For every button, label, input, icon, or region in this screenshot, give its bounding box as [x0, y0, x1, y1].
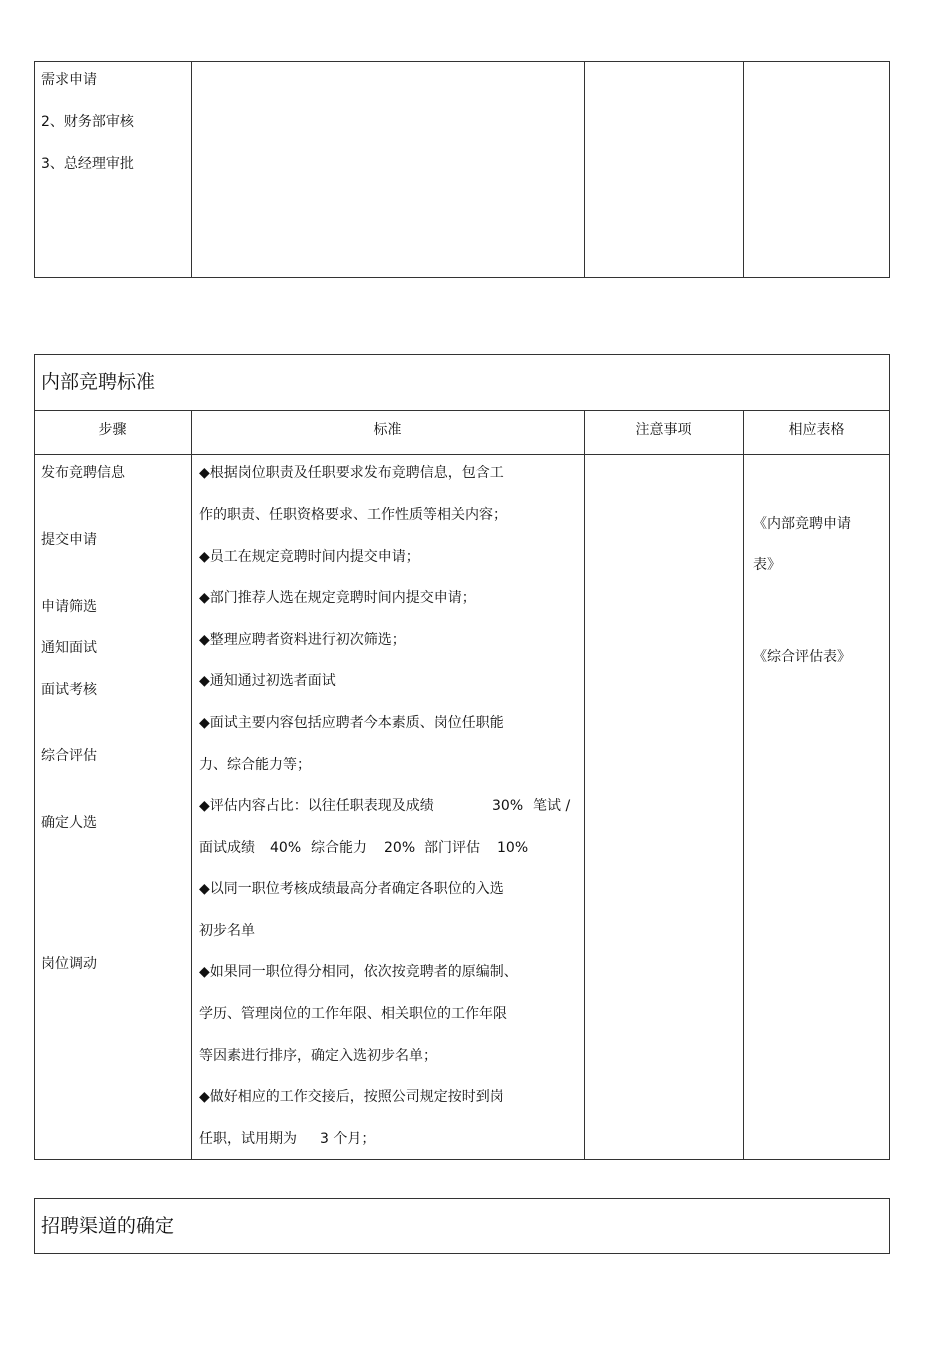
table-divider — [191, 61, 192, 278]
form-reference: 《内部竞聘申请 — [753, 516, 851, 532]
probation-line — [199, 1130, 579, 1148]
evaluation-text: 部门评估 — [424, 840, 480, 856]
evaluation-weight-line — [199, 797, 579, 815]
process-step: 2、财务部审核 — [41, 114, 134, 130]
standard-line: ◆以同一职位考核成绩最高分者确定各职位的入选 — [199, 881, 504, 897]
table-divider — [34, 410, 890, 411]
step-label: 通知面试 — [41, 640, 97, 656]
table-divider — [191, 410, 192, 1160]
table-divider — [584, 410, 585, 1160]
standard-line: ◆做好相应的工作交接后，按照公司规定按时到岗 — [199, 1089, 504, 1105]
approval-table — [34, 61, 890, 278]
step-label: 提交申请 — [41, 532, 97, 548]
evaluation-text: 笔试 / — [533, 798, 571, 814]
evaluation-value: 10% — [497, 840, 529, 856]
evaluation-value: 30% — [492, 798, 524, 814]
column-header: 标准 — [373, 422, 402, 438]
standard-line: ◆通知通过初选者面试 — [199, 673, 336, 689]
evaluation-weight-line — [199, 839, 579, 857]
process-step: 需求申请 — [41, 72, 97, 88]
table-divider — [743, 61, 744, 278]
evaluation-text: ◆评估内容占比：以往任职表现及成绩 — [199, 798, 434, 814]
step-label: 发布竞聘信息 — [41, 465, 125, 481]
column-header: 注意事项 — [635, 422, 692, 438]
column-header: 相应表格 — [788, 422, 845, 438]
evaluation-value: 40% — [270, 840, 302, 856]
standard-line: ◆根据岗位职责及任职要求发布竞聘信息，包含工 — [199, 465, 504, 481]
step-label: 综合评估 — [41, 748, 97, 764]
standard-line: ◆面试主要内容包括应聘者今本素质、岗位任职能 — [199, 715, 504, 731]
standard-line: ◆整理应聘者资料进行初次筛选； — [199, 632, 406, 648]
standard-line: 学历、管理岗位的工作年限、相关职位的工作年限 — [199, 1006, 507, 1022]
standard-line: 作的职责、任职资格要求、工作性质等相关内容； — [199, 507, 507, 523]
step-label: 申请筛选 — [41, 599, 97, 615]
table-divider — [34, 454, 890, 455]
step-label: 岗位调动 — [41, 956, 97, 972]
evaluation-text: 面试成绩 — [199, 840, 255, 856]
section-title: 内部竞聘标准 — [41, 371, 156, 393]
standard-line: 力、综合能力等； — [199, 757, 311, 773]
standard-line: ◆员工在规定竞聘时间内提交申请； — [199, 549, 420, 565]
table-divider — [584, 61, 585, 278]
standard-line: 等因素进行排序，确定入选初步名单； — [199, 1048, 437, 1064]
form-reference: 《综合评估表》 — [753, 649, 851, 665]
probation-text: 任职，试用期为 — [199, 1131, 297, 1147]
standard-line: 初步名单 — [199, 923, 255, 939]
step-label: 面试考核 — [41, 682, 97, 698]
process-step: 3、总经理审批 — [41, 156, 134, 172]
evaluation-value: 20% — [384, 840, 416, 856]
evaluation-text: 综合能力 — [311, 840, 367, 856]
section-title: 招聘渠道的确定 — [41, 1215, 175, 1237]
form-reference: 表》 — [753, 557, 781, 573]
probation-period: 3 个月； — [320, 1131, 376, 1147]
standard-line: ◆部门推荐人选在规定竞聘时间内提交申请； — [199, 590, 476, 606]
step-label: 确定人选 — [41, 815, 97, 831]
table-divider — [743, 410, 744, 1160]
column-header: 步骤 — [98, 422, 127, 438]
standard-line: ◆如果同一职位得分相同，依次按竞聘者的原编制、 — [199, 964, 518, 980]
